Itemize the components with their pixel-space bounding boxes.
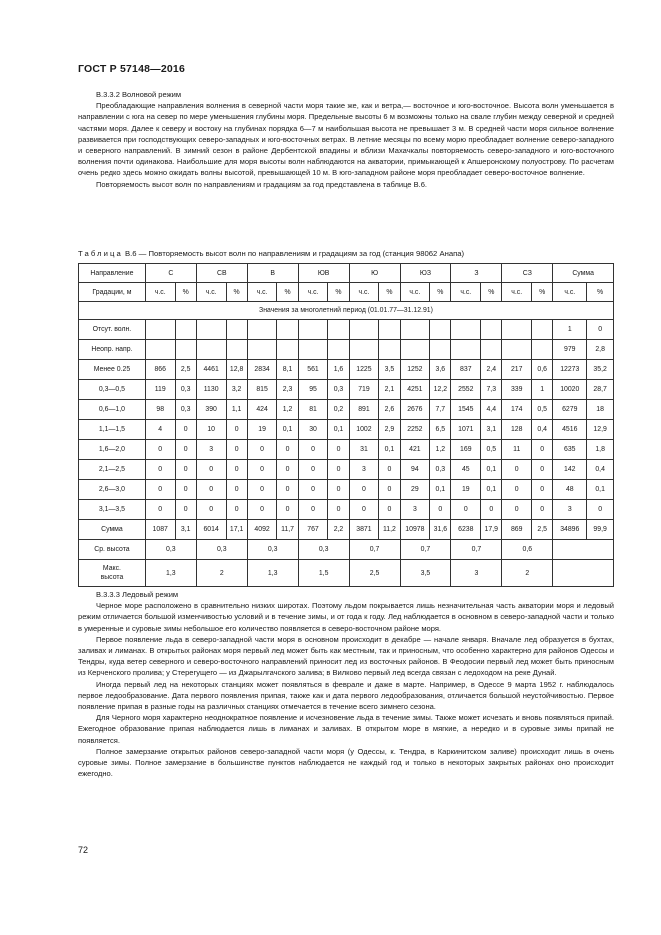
ice-paragraph: Черное море расположено в сравнительно низких широтах. Поэтому льдом покрывается лишь незначительная часть акватории моря и ледовый режим отличается большой изменчивостью условий и в течение зимы, и от года к году. Лед наблюдается в основном в северо-западной части и только в умеренные и суровые зимы небольшое его количество появляется в северо-восточном районе моря. [78,601,614,633]
table-cell: 28,7 [587,380,614,400]
table-cell: 4092 [247,520,277,540]
table-cell: 0 [277,480,298,500]
table-cell: 1 [532,380,553,400]
table-cell: 0 [349,500,379,520]
table-cell: 2,9 [379,420,400,440]
document-header: ГОСТ Р 57148—2016 [78,63,186,75]
table-cell: 1071 [451,420,481,440]
table-cell: 2,6 [379,400,400,420]
direction-cell: Сумма [553,264,614,283]
table-cell: 45 [451,460,481,480]
table-cell: 1252 [400,360,430,380]
table-cell: 174 [502,400,532,420]
max-value-cell: 3 [451,560,502,587]
table-cell: 2834 [247,360,277,380]
table-cell: 0 [298,480,328,500]
table-cell [349,340,379,360]
table-period-row [79,302,614,320]
max-value-cell: 1,3 [145,560,196,587]
table-cell: 421 [400,440,430,460]
table-cell: 891 [349,400,379,420]
gradation-header-cell: Градации, м [79,283,146,302]
count-subheader-cell: ч.с. [502,283,532,302]
table-cell [379,340,400,360]
table-cell: 1545 [451,400,481,420]
table-cell: 837 [451,360,481,380]
table-row [79,320,614,340]
table-cell [328,320,349,340]
table-cell: 0,5 [481,440,502,460]
table-cell: 2676 [400,400,430,420]
table-cell: 0 [175,440,196,460]
table-cell: 128 [502,420,532,440]
table-cell: 0 [226,440,247,460]
direction-cell: ЮЗ [400,264,451,283]
table-cell: 0 [379,480,400,500]
direction-cell: В [247,264,298,283]
max-label-line: Макс. [102,565,121,572]
table-cell: 0 [328,460,349,480]
row-label-cell: 0,3—0,5 [79,380,146,400]
table-cell: 12,8 [226,360,247,380]
row-label-cell: 0,6—1,0 [79,400,146,420]
table-cell: 0 [532,480,553,500]
table-cell: 1,6 [328,360,349,380]
count-subheader-cell: ч.с. [349,283,379,302]
table-cell: 0 [145,500,175,520]
table-cell: 0 [226,480,247,500]
direction-cell: Ю [349,264,400,283]
count-subheader-cell: ч.с. [553,283,587,302]
max-value-cell: 1,3 [247,560,298,587]
table-cell: 0,2 [328,400,349,420]
count-subheader-cell: ч.с. [400,283,430,302]
table-cell: 866 [145,360,175,380]
table-cell: 3,1 [175,520,196,540]
mean-value-cell: 0,7 [451,540,502,560]
table-cell: 1,8 [587,440,614,460]
wave-table [78,263,614,587]
table-cell: 98 [145,400,175,420]
row-label-cell [79,560,146,587]
table-cell: 0 [298,460,328,480]
table-cell: 0 [298,500,328,520]
table-cell: 19 [451,480,481,500]
percent-subheader-cell: % [277,283,298,302]
mean-value-cell: 0,6 [502,540,553,560]
row-label-cell: Неопр. напр. [79,340,146,360]
row-label-cell: 1,6—2,0 [79,440,146,460]
table-cell: 142 [553,460,587,480]
count-subheader-cell: ч.с. [196,283,226,302]
percent-subheader-cell: % [532,283,553,302]
table-cell: 0,1 [587,480,614,500]
table-cell: 7,7 [430,400,451,420]
table-row [79,420,614,440]
row-label-cell: 1,1—1,5 [79,420,146,440]
max-value-cell: 3,5 [400,560,451,587]
table-cell: 0 [328,440,349,460]
table-cell: 0 [349,480,379,500]
mean-value-cell: 0,7 [400,540,451,560]
table-cell: 11,2 [379,520,400,540]
ice-paragraph: Первое появление льда в северо-западной части моря в основном происходит в декабре — начале января. Вначале лед образуется в бухтах, заливах и лиманах. В открытых районах моря первый лед может быть как местным, так и приносным, что особенно характерно для районов Одессы и Тендры, куда ветер северного и северо-восточного направлений приносит лед из восточных районов. В Феодосии первый лед может быть приносным из Керченского пролива; у Стерегущего — из Джарылгачского залива; в Вилково первый лед всегда связан с ледоходом на реке Дунай. [78,634,614,678]
row-label-cell: Сумма [79,520,146,540]
table-cell [430,340,451,360]
percent-subheader-cell: % [430,283,451,302]
table-cell [226,340,247,360]
table-cell: 3,2 [226,380,247,400]
table-cell: 10978 [400,520,430,540]
table-cell: 339 [502,380,532,400]
direction-cell: З [451,264,502,283]
table-cell: 0 [430,500,451,520]
table-cell: 0,3 [175,400,196,420]
table-cell: 3,6 [430,360,451,380]
table-cell [400,320,430,340]
table-cell: 979 [553,340,587,360]
table-caption-text: В.6 — Повторяемость высот волн по направлениям и градациям за год (станция 98062 Анапа) [124,249,465,258]
table-cell: 719 [349,380,379,400]
percent-subheader-cell: % [226,283,247,302]
table-cell: 12,9 [587,420,614,440]
table-cell: 0 [175,500,196,520]
count-subheader-cell: ч.с. [298,283,328,302]
table-cell: 0,4 [532,420,553,440]
ice-paragraph: Иногда первый лед на некоторых станциях может появляться в феврале и даже в марте. Например, в Одессе 9 марта 1952 г. наблюдалось первое ледообразование. Дата первого появления припая, также как и дата первого ледообразования, отличается большой неустойчивостью. Первое появление припая в разные годы на различных станциях отмечается в течение всего зимнего сезона. [78,679,614,712]
table-cell: 3,5 [379,360,400,380]
table-row [79,480,614,500]
table-cell: 0 [502,480,532,500]
wave-paragraph: Повторяемость высот волн по направлениям и градациям за год представлена в таблице В.6. [96,179,428,189]
table-cell: 2,4 [481,360,502,380]
table-cell [175,340,196,360]
table-cell: 0 [451,500,481,520]
table-cell: 0 [277,460,298,480]
table-cell: 2552 [451,380,481,400]
table-cell [502,340,532,360]
max-value-cell: 1,5 [298,560,349,587]
mean-value-cell [553,540,614,560]
table-cell: 0 [226,500,247,520]
table-cell: 10020 [553,380,587,400]
table-cell [532,320,553,340]
table-cell: 0 [247,440,277,460]
table-cell: 1,1 [226,400,247,420]
table-cell: 869 [502,520,532,540]
max-label-line: высота [100,574,124,581]
table-row [79,500,614,520]
table-cell: 29 [400,480,430,500]
table-cell [502,320,532,340]
table-mean-row [79,540,614,560]
row-label-cell: Ср. высота [79,540,146,560]
table-cell: 18 [587,400,614,420]
table-cell [451,340,481,360]
table-cell [481,320,502,340]
table-cell: 2,3 [277,380,298,400]
table-cell [196,320,226,340]
table-cell: 0 [196,460,226,480]
direction-cell: СЗ [502,264,553,283]
row-label-cell: 2,1—2,5 [79,460,146,480]
percent-subheader-cell: % [379,283,400,302]
table-cell: 1087 [145,520,175,540]
direction-cell: СВ [196,264,247,283]
table-cell: 6,5 [430,420,451,440]
table-cell: 0 [379,500,400,520]
table-cell: 1,2 [430,440,451,460]
table-cell: 0 [298,440,328,460]
table-cell: 0 [145,440,175,460]
table-cell: 1225 [349,360,379,380]
table-caption-prefix: Таблица [78,249,123,258]
table-cell: 99,9 [587,520,614,540]
table-cell: 0 [532,440,553,460]
table-cell: 0 [532,500,553,520]
table-cell: 169 [451,440,481,460]
table-cell: 1,2 [277,400,298,420]
period-cell: Значения за многолетний период (01.01.77—31.12.91) [79,302,614,320]
table-cell: 0 [587,320,614,340]
table-cell [145,320,175,340]
table-cell: 0 [226,460,247,480]
table-cell: 0,1 [328,420,349,440]
page-number: 72 [78,845,89,855]
table-cell [175,320,196,340]
table-cell: 0,3 [328,380,349,400]
table-cell [349,320,379,340]
wave-heading: В.3.3.2 Волновой режим [96,90,182,99]
table-cell: 10 [196,420,226,440]
table-subheader-row [79,283,614,302]
ice-section [78,589,614,779]
table-cell: 0,1 [379,440,400,460]
table-cell [247,320,277,340]
table-cell: 17,9 [481,520,502,540]
table-cell: 0 [587,500,614,520]
table-cell: 6279 [553,400,587,420]
table-cell: 48 [553,480,587,500]
table-cell: 0 [196,480,226,500]
table-cell [247,340,277,360]
table-cell: 424 [247,400,277,420]
row-label-cell: 3,1—3,5 [79,500,146,520]
table-cell: 1 [553,320,587,340]
table-cell [196,340,226,360]
table-cell: 31 [349,440,379,460]
table-cell [451,320,481,340]
table-cell: 2,5 [175,360,196,380]
table-cell: 30 [298,420,328,440]
table-cell: 17,1 [226,520,247,540]
table-cell: 34896 [553,520,587,540]
table-cell: 0 [247,460,277,480]
table-cell: 0 [196,500,226,520]
table-cell: 0 [175,420,196,440]
table-cell: 6238 [451,520,481,540]
table-cell: 0 [145,480,175,500]
table-cell: 0,6 [532,360,553,380]
table-cell: 561 [298,360,328,380]
max-value-cell [553,560,614,587]
count-subheader-cell: ч.с. [451,283,481,302]
table-cell: 3,1 [481,420,502,440]
table-cell: 0 [328,500,349,520]
table-cell: 81 [298,400,328,420]
table-cell: 11 [502,440,532,460]
table-cell [298,320,328,340]
row-label-cell: Менее 0.25 [79,360,146,380]
direction-header-cell: Направление [79,264,146,283]
table-cell [400,340,430,360]
table-cell: 0,4 [587,460,614,480]
max-value-cell: 2 [196,560,247,587]
table-header-row [79,264,614,283]
table-cell [226,320,247,340]
mean-value-cell: 0,3 [196,540,247,560]
table-max-row [79,560,614,587]
direction-cell: ЮВ [298,264,349,283]
table-cell: 3 [400,500,430,520]
table-cell: 0,5 [532,400,553,420]
table-row [79,360,614,380]
table-cell: 0,1 [277,420,298,440]
ice-heading: В.3.3.3 Ледовый режим [96,590,179,599]
table-cell: 0 [379,460,400,480]
table-cell: 0 [532,460,553,480]
max-value-cell: 2 [502,560,553,587]
table-row [79,520,614,540]
row-label-cell: 2,6—3,0 [79,480,146,500]
percent-subheader-cell: % [175,283,196,302]
table-cell: 0 [145,460,175,480]
table-cell [277,320,298,340]
table-cell: 6014 [196,520,226,540]
table-cell: 0 [277,500,298,520]
table-row [79,380,614,400]
table-cell: 0 [481,500,502,520]
table-cell: 2,1 [379,380,400,400]
table-cell: 1002 [349,420,379,440]
table-cell: 390 [196,400,226,420]
table-cell [379,320,400,340]
table-cell: 31,6 [430,520,451,540]
table-cell: 1130 [196,380,226,400]
table-cell: 2,8 [587,340,614,360]
table-cell: 0 [502,500,532,520]
mean-value-cell: 0,3 [145,540,196,560]
table-row [79,340,614,360]
table-cell: 95 [298,380,328,400]
table-cell: 7,3 [481,380,502,400]
table-cell: 767 [298,520,328,540]
table-cell: 12273 [553,360,587,380]
table-cell: 0 [247,500,277,520]
table-cell: 0 [175,460,196,480]
table-cell: 0,3 [175,380,196,400]
table-cell: 0 [502,460,532,480]
table-cell: 3 [553,500,587,520]
table-cell: 0,1 [430,480,451,500]
table-cell: 0,1 [481,480,502,500]
table-cell: 4516 [553,420,587,440]
table-cell: 2,5 [532,520,553,540]
table-cell: 4,4 [481,400,502,420]
mean-value-cell: 0,3 [247,540,298,560]
wave-paragraph: Преобладающие направления волнения в северной части моря такие же, как и ветра,— восточное и юго-восточное. Высота волн уменьшается в направлении с юга на север по мере уменьшения глубины моря. Предельные высоты 6 м возможны только на свале глубин между северной и средней частями моря. Далее к северу и востоку на глубинах порядка 6—7 м наибольшая высота не превышает 3 м. В средней части моря сильное волнение развивается при господствующих северо-западных и юго-восточных ветрах. В летние месяцы по всему морю преобладает волнение северо-западного и северного направлений. В зимний сезон в районе Дербентской впадины и вблизи Махачкалы повторяемость северо-западного и юго-восточного волнения почти одинакова. Наибольшие для моря высоты волн наблюдаются на акватории, примыкающей к Апшеронскому полуострову. По расчетам очень редко здесь можно ожидать волны высотой, превышающей 10 м. В юго-западном районе моря преобладает северо-восточное волнение. [78,101,614,178]
table-cell: 12,2 [430,380,451,400]
table-cell: 11,7 [277,520,298,540]
table-cell: 0 [277,440,298,460]
count-subheader-cell: ч.с. [247,283,277,302]
table-cell: 94 [400,460,430,480]
table-caption [78,249,464,258]
table-cell: 19 [247,420,277,440]
table-cell: 0 [328,480,349,500]
table-cell [328,340,349,360]
table-cell: 4 [145,420,175,440]
ice-paragraph: Для Черного моря характерно неоднократное появление и исчезновение льда в течение зимы. Также может исчезать и вновь появляться припай. Ежегодное образование припая наблюдается лишь в лиманах и заливах. В открытом море в мягкие, а нередко и в суровые зимы припай не появляется. [78,713,614,745]
percent-subheader-cell: % [587,283,614,302]
table-cell [532,340,553,360]
table-row [79,400,614,420]
table-cell: 119 [145,380,175,400]
table-cell [430,320,451,340]
table-cell: 2,2 [328,520,349,540]
table-cell: 635 [553,440,587,460]
table-cell: 0,3 [430,460,451,480]
table-cell: 2252 [400,420,430,440]
table-row [79,440,614,460]
table-cell [298,340,328,360]
ice-paragraph: Полное замерзание открытых районов северо-западной части моря (у Одессы, к. Тендра, в Каркинитском заливе) происходит лишь в очень суровые зимы. Полное замерзание в большинстве пунктов наблюдается не каждый год и только в некоторых закрытых районах оно происходит ежегодно. [78,746,614,779]
table-cell: 4251 [400,380,430,400]
wave-section [78,89,614,190]
table-cell: 3871 [349,520,379,540]
count-subheader-cell: ч.с. [145,283,175,302]
table-cell: 0 [247,480,277,500]
table-cell: 3 [349,460,379,480]
percent-subheader-cell: % [328,283,349,302]
table-cell: 4461 [196,360,226,380]
percent-subheader-cell: % [481,283,502,302]
table-cell: 3 [196,440,226,460]
max-value-cell: 2,5 [349,560,400,587]
table-cell [481,340,502,360]
table-row [79,460,614,480]
table-cell [277,340,298,360]
table-cell: 0 [226,420,247,440]
row-label-cell: Отсут. волн. [79,320,146,340]
table-cell: 35,2 [587,360,614,380]
mean-value-cell: 0,7 [349,540,400,560]
table-cell: 815 [247,380,277,400]
table-cell: 8,1 [277,360,298,380]
direction-cell: С [145,264,196,283]
table-cell: 217 [502,360,532,380]
table-cell: 0 [175,480,196,500]
mean-value-cell: 0,3 [298,540,349,560]
table-cell: 0,1 [481,460,502,480]
table-cell [145,340,175,360]
